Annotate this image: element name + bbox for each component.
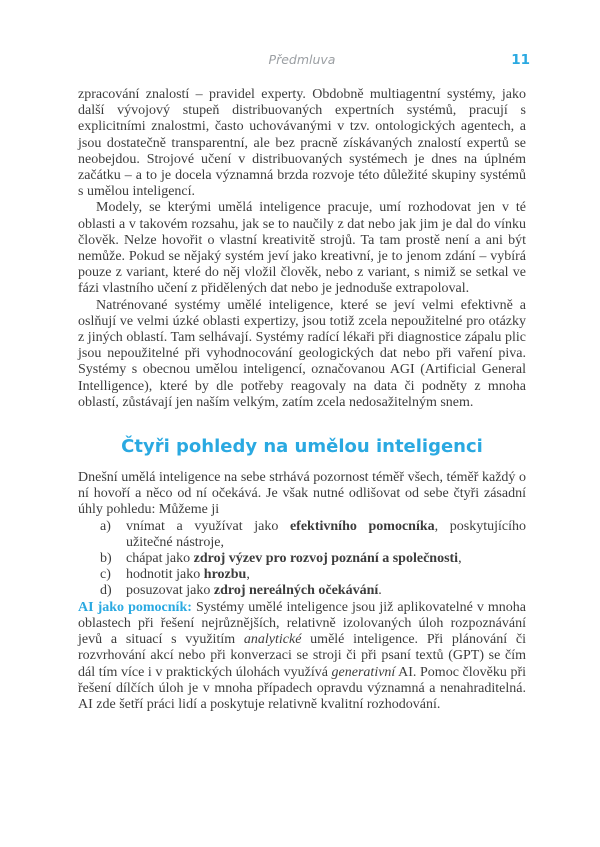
running-title: Předmluva bbox=[268, 52, 336, 67]
list-item-text: hodnotit jako hrozbu, bbox=[126, 567, 250, 583]
list-item bbox=[78, 583, 526, 599]
list-marker: b) bbox=[100, 551, 112, 567]
list-item bbox=[78, 567, 526, 583]
viewpoint-list bbox=[78, 519, 526, 600]
list-item-text: chápat jako zdroj výzev pro rozvoj poznání a společnosti, bbox=[126, 551, 462, 567]
list-item-text: posuzovat jako zdroj nereálných očekávání. bbox=[126, 583, 382, 599]
list-item bbox=[78, 551, 526, 567]
paragraph: Modely, se kterými umělá inteligence pracuje, umí rozhodovat jen v té oblasti a v takovém rozsahu, jak se to naučily z dat nebo jak jim je dal do vínku člověk. Nelze hovořit o vlastní kreativitě strojů. Ta tam prostě není a ani být nemůže. Pokud se nějaký systém jeví jako kreativní, je to jenom zdání – vybírá pouze z variant, které do něj vložil člověk, nebo z variant, s nimiž se setkal ve fázi vlastního učení z přidělených dat nebo je jednoduše extrapoloval. bbox=[78, 200, 526, 297]
list-item bbox=[78, 519, 526, 551]
list-marker: d) bbox=[100, 583, 112, 599]
page-body bbox=[78, 87, 526, 713]
section-heading: Čtyři pohledy na umělou inteligenci bbox=[121, 436, 483, 458]
ai-helper-paragraph: AI jako pomocník: Systémy umělé inteligence jsou již aplikovatelné v mnoha oblastech při řešení nejrůznějších, relativně izolovaných úloh rozpoznávání jevů a situací s využitím analytické umělé inteligence. Při plánování či rozvrhování akcí nebo při konverzaci se stroji či při psaní textů (GPT) se čím dál tím více i v praktických úlohách využívá generativní AI. Pomoc člověku při řešení dílčích úloh je v mnoha případech opravdu významná a nenahraditelná. AI zde šetří práci lidí a poskytuje relativně kvalitní rozhodování. bbox=[78, 599, 527, 712]
list-item-text: vnímat a využívat jako efektivního pomocníka, poskytujícího užitečné nástroje, bbox=[126, 518, 526, 550]
paragraph: zpracování znalostí – pravidel experty. Obdobně multiagentní systémy, jako další vývojový stupeň distribuovaných expertních systémů, pracují s explicitními znalostmi, často uchovávanými v tzv. ontologických agentech, a jsou dostatečně transparentní, ale bez pracně získávaných znalostí expertů se neobejdou. Strojové učení v distribuovaných systémech je dnes na úplném začátku – a to je docela významná brzda rozvoje této důležité skupiny systémů s umělou inteligencí. bbox=[78, 87, 526, 200]
list-marker: c) bbox=[100, 567, 111, 583]
paragraph: Natrénované systémy umělé inteligence, které se jeví velmi efektivně a oslňují ve velmi úzké oblasti expertizy, jsou totiž zcela nepoužitelné pro otázky z jiných oblastí. Tam selhávají. Systémy radící lékaři při diagnostice zápalu plic jsou nepoužitelné při vyhodnocování geologických dat nebo při vaření piva. Systémy s obecnou umělou inteligencí, označovanou AGI (Artificial General Intelligence), které by dle potřeby reagovaly na data či podněty z mnoha oblastí, zůstávají jen naším velkým, zatím zcela nedosažitelným snem. bbox=[78, 297, 526, 410]
page-header bbox=[78, 52, 530, 70]
section-intro-paragraph: Dnešní umělá inteligence na sebe strhává pozornost téměř všech, téměř každý o ní hovoří a něco od ní očekává. Je však nutné odlišovat od sebe čtyři zásadní úhly pohledu: Můžeme ji bbox=[78, 470, 526, 518]
list-marker: a) bbox=[100, 518, 111, 534]
page-number: 11 bbox=[511, 52, 530, 68]
